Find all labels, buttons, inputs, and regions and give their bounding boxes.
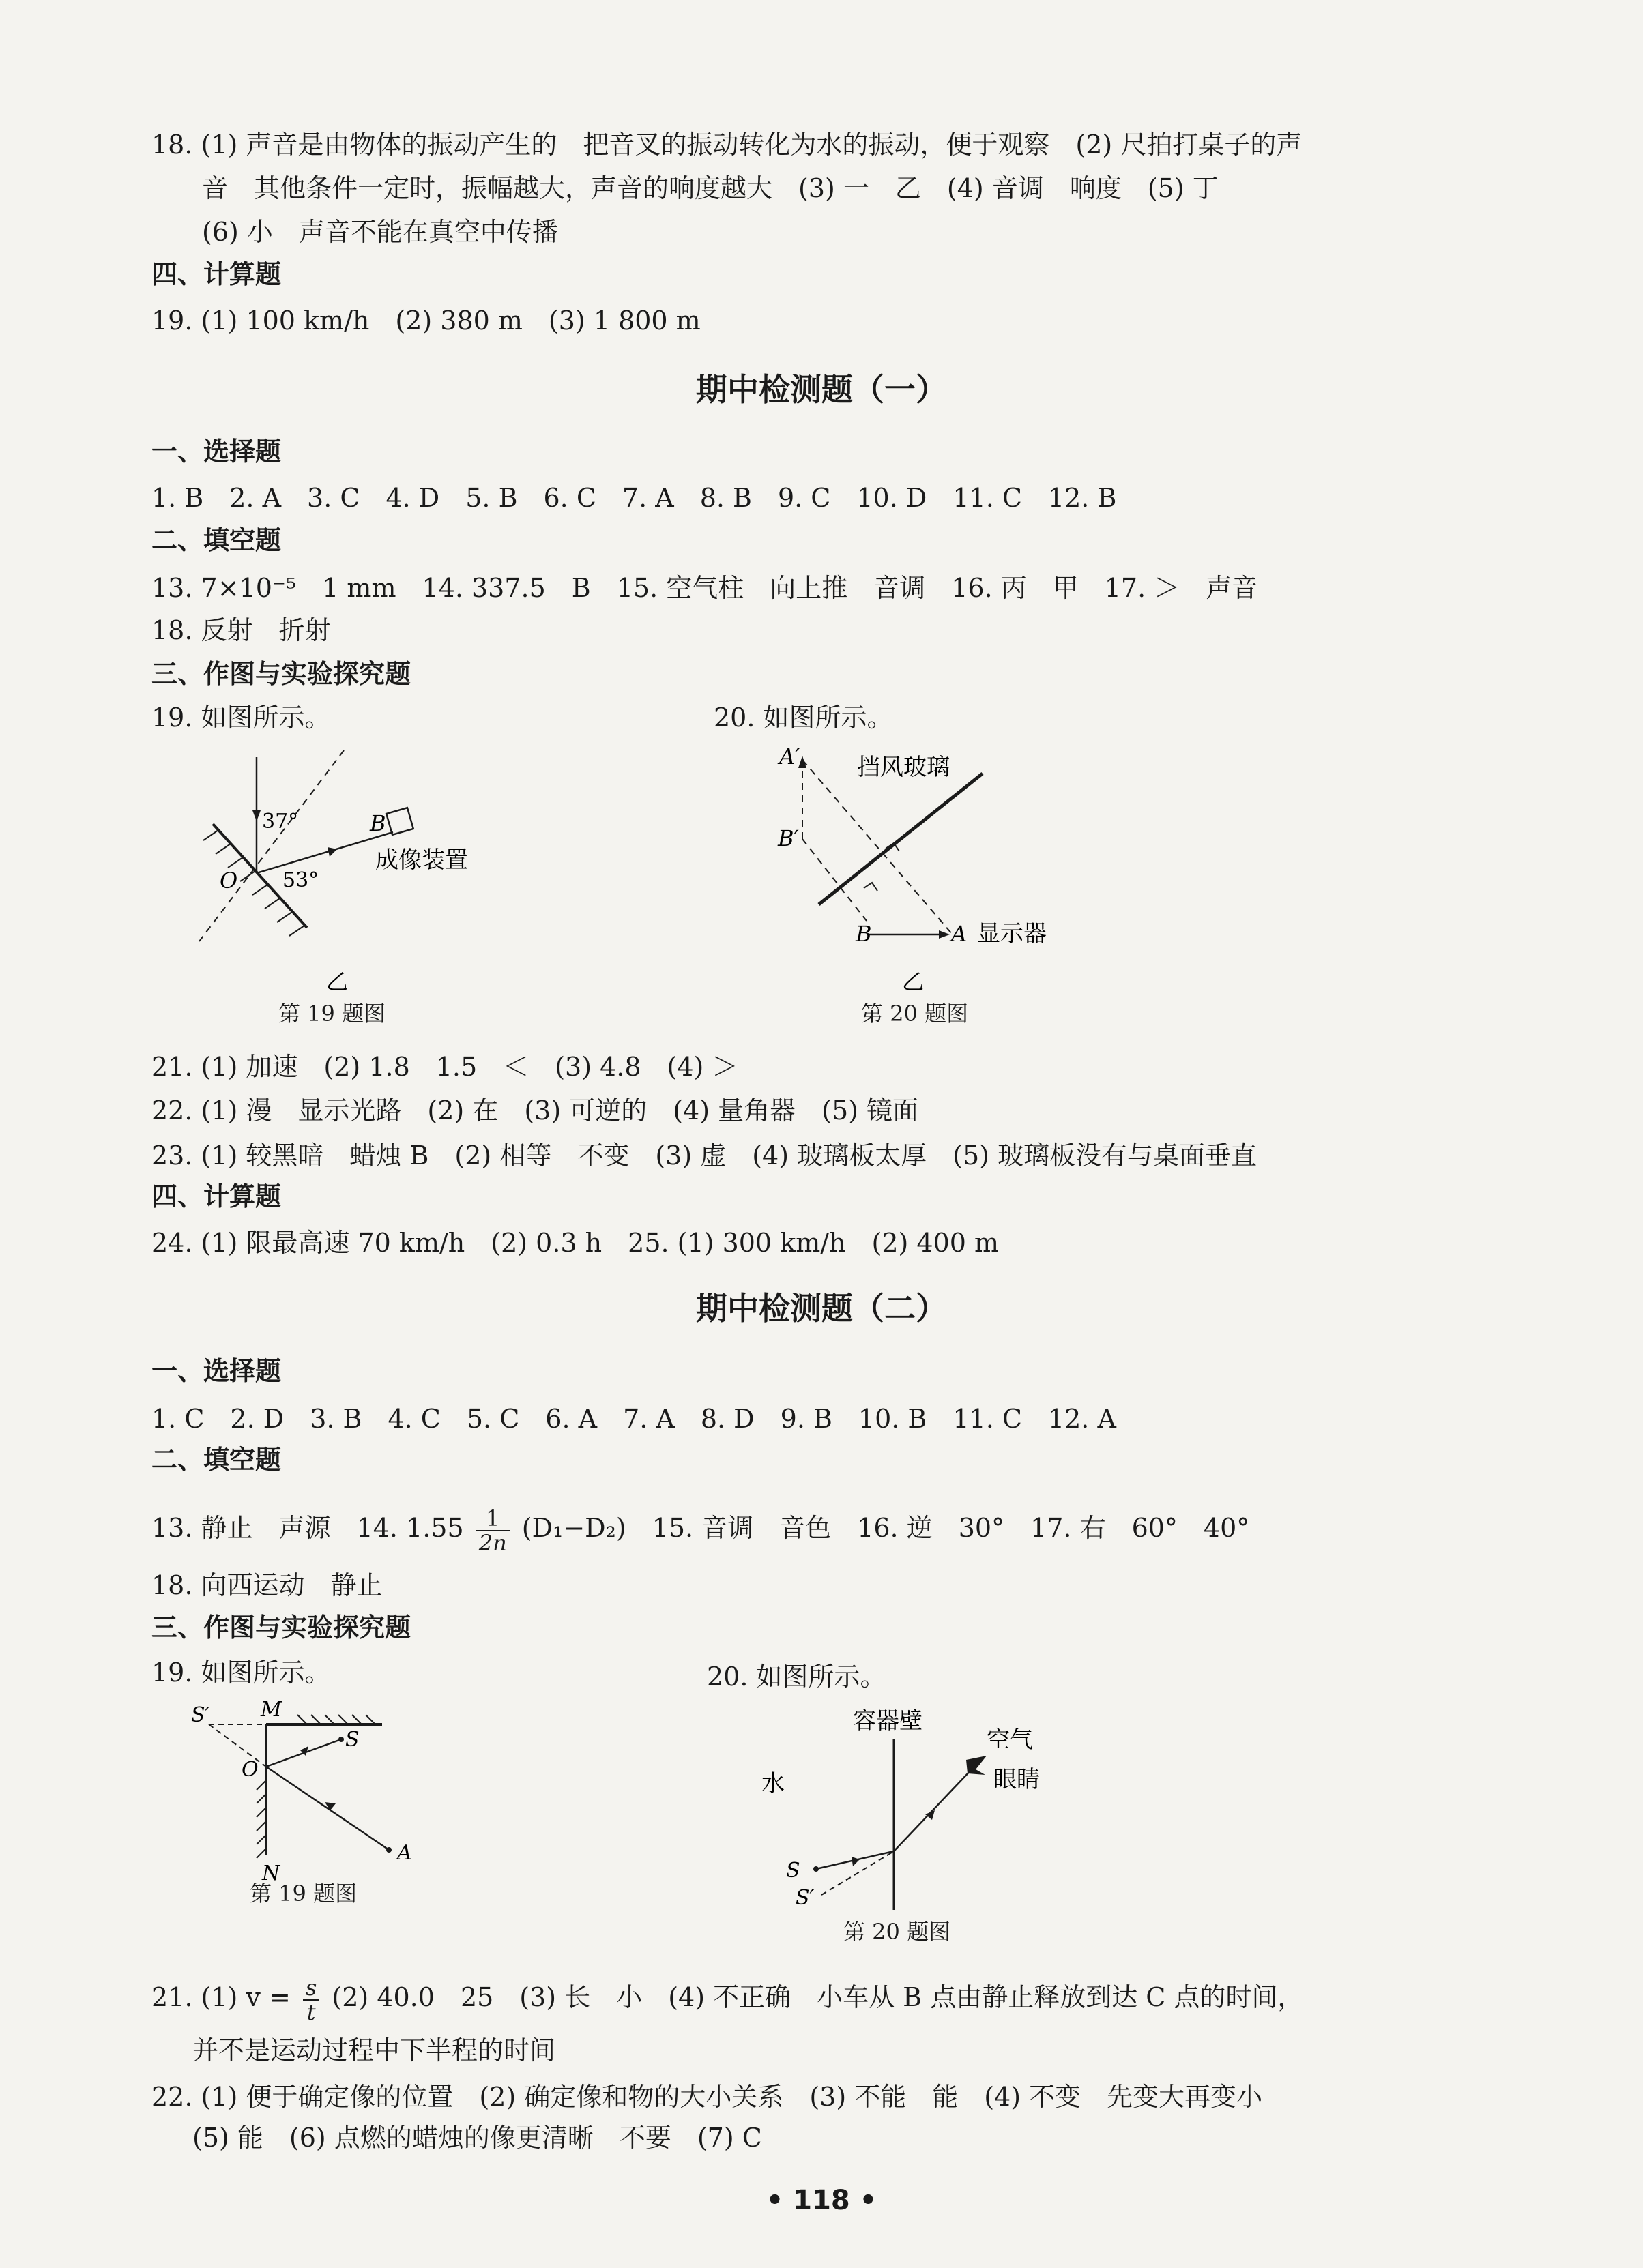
section-heading: 三、作图与实验探究题 — [151, 659, 411, 689]
point-label: O — [242, 1758, 259, 1782]
page-title: 期中检测题（二） — [696, 1290, 947, 1327]
angle-label: 37° — [262, 810, 299, 834]
point-label: A — [397, 1841, 412, 1865]
wall-label: 容器壁 — [853, 1707, 922, 1735]
page-number: • 118 • — [766, 2185, 877, 2216]
fill-answers — [151, 1501, 1249, 1555]
section-heading: 二、填空题 — [151, 525, 282, 555]
reflection-diagram — [191, 737, 546, 1030]
point-label: B — [856, 921, 872, 947]
fraction-denominator: t — [306, 1999, 316, 2025]
fraction — [476, 1507, 510, 1555]
choice-answers: 1. B 2. A 3. C 4. D 5. B 6. C 7. A 8. B 9. C 10. D 11. C 12. B — [151, 483, 1117, 513]
answer-line: (6) 小 声音不能在真空中传播 — [202, 217, 558, 247]
sub-label: 乙 — [902, 969, 925, 995]
answer-text: (2) 40.0 25 (3) 长 小 (4) 不正确 小车从 B 点由静止释放到达 C 点的时间， — [332, 1982, 1304, 2012]
device-label: 成像装置 — [375, 846, 468, 874]
point-label: S — [345, 1728, 360, 1752]
section-heading: 一、选择题 — [151, 437, 282, 467]
section-heading: 三、作图与实验探究题 — [151, 1612, 411, 1643]
answer-line: 22. (1) 漫 显示光路 (2) 在 (3) 可逆的 (4) 量角器 (5) 镜面 — [151, 1095, 919, 1125]
water-label: 水 — [761, 1770, 785, 1797]
glass-label: 挡风玻璃 — [857, 754, 950, 781]
point-label: O — [220, 868, 238, 894]
figure-caption: 第 20 题图 — [861, 1001, 969, 1027]
answer-line: 19. (1) 100 km/h (2) 380 m (3) 1 800 m — [151, 306, 701, 336]
answer-line: 24. (1) 限最高速 70 km/h (2) 0.3 h 25. (1) 300 km/h (2) 400 m — [151, 1228, 1000, 1258]
fraction-numerator: s — [303, 1976, 319, 2001]
figure-caption: 第 20 题图 — [843, 1919, 951, 1945]
fraction-denominator: 2n — [478, 1529, 507, 1556]
answer-text: 21. (1) v = — [151, 1982, 291, 2012]
section-heading: 二、填空题 — [151, 1445, 282, 1475]
point-label: N — [262, 1861, 280, 1885]
figure-caption: 第 19 题图 — [278, 1001, 386, 1027]
answer-line: 21. (1) 加速 (2) 1.8 1.5 ＜ (3) 4.8 (4) ＞ — [151, 1052, 738, 1082]
fill-answers: 18. 向西运动 静止 — [151, 1570, 383, 1600]
point-label: S′ — [796, 1886, 815, 1910]
display-label: 显示器 — [977, 920, 1047, 947]
choice-answers: 1. C 2. D 3. B 4. C 5. C 6. A 7. A 8. D 9. B 10. B 11. C 12. A — [151, 1404, 1116, 1434]
point-label: S′ — [191, 1703, 210, 1727]
fill-text: 13. 静止 声源 14. 1.55 — [151, 1513, 464, 1543]
fraction — [303, 1976, 319, 2024]
windshield-diagram — [764, 737, 1146, 1030]
answer-line: 音 其他条件一定时，振幅越大，声音的响度越大 (3) 一 乙 (4) 音调 响度 (5) 丁 — [202, 173, 1219, 203]
section-heading: 四、计算题 — [151, 1181, 282, 1211]
answer-line — [151, 1970, 1303, 2024]
question-label: 19. 如图所示。 — [151, 1658, 331, 1688]
section-heading: 四、计算题 — [151, 259, 282, 289]
answer-line: (5) 能 (6) 点燃的蜡烛的像更清晰 不要 (7) C — [192, 2123, 762, 2153]
question-label: 20. 如图所示。 — [714, 703, 893, 733]
mirror-diagram — [184, 1692, 430, 1896]
answer-line: 并不是运动过程中下半程的时间 — [192, 2035, 556, 2065]
point-label: A — [951, 921, 968, 947]
page-title: 期中检测题（一） — [696, 371, 947, 408]
point-label: S — [786, 1859, 800, 1883]
fill-text: (D₁−D₂) 15. 音调 音色 16. 逆 30° 17. 右 60° 40° — [521, 1513, 1250, 1543]
figure-caption: 第 19 题图 — [250, 1881, 358, 1906]
fill-answers: 13. 7×10⁻⁵ 1 mm 14. 337.5 B 15. 空气柱 向上推 音调 16. 丙 甲 17. ＞ 声音 — [151, 573, 1258, 603]
answer-line: 22. (1) 便于确定像的位置 (2) 确定像和物的大小关系 (3) 不能 能 (4) 不变 先变大再变小 — [151, 2082, 1263, 2112]
refraction-diagram — [751, 1698, 1133, 1924]
question-label: 19. 如图所示。 — [151, 703, 331, 733]
point-label: M — [261, 1698, 282, 1722]
point-label: B′ — [778, 825, 799, 851]
fill-answers: 18. 反射 折射 — [151, 615, 331, 645]
eye-label: 眼睛 — [993, 1766, 1040, 1793]
answer-line: 18. (1) 声音是由物体的振动产生的 把音叉的振动转化为水的振动，便于观察 (2) 尺拍打桌子的声 — [151, 130, 1303, 160]
angle-label: 53° — [282, 868, 319, 892]
sub-label: 乙 — [326, 969, 349, 995]
fraction-numerator: 1 — [476, 1507, 510, 1531]
point-label: B — [370, 810, 386, 836]
point-label: A′ — [779, 743, 800, 769]
section-heading: 一、选择题 — [151, 1356, 282, 1386]
air-label: 空气 — [987, 1726, 1033, 1754]
answer-line: 23. (1) 较黑暗 蜡烛 B (2) 相等 不变 (3) 虚 (4) 玻璃板太厚 (5) 玻璃板没有与桌面垂直 — [151, 1140, 1257, 1170]
question-label: 20. 如图所示。 — [707, 1662, 886, 1692]
